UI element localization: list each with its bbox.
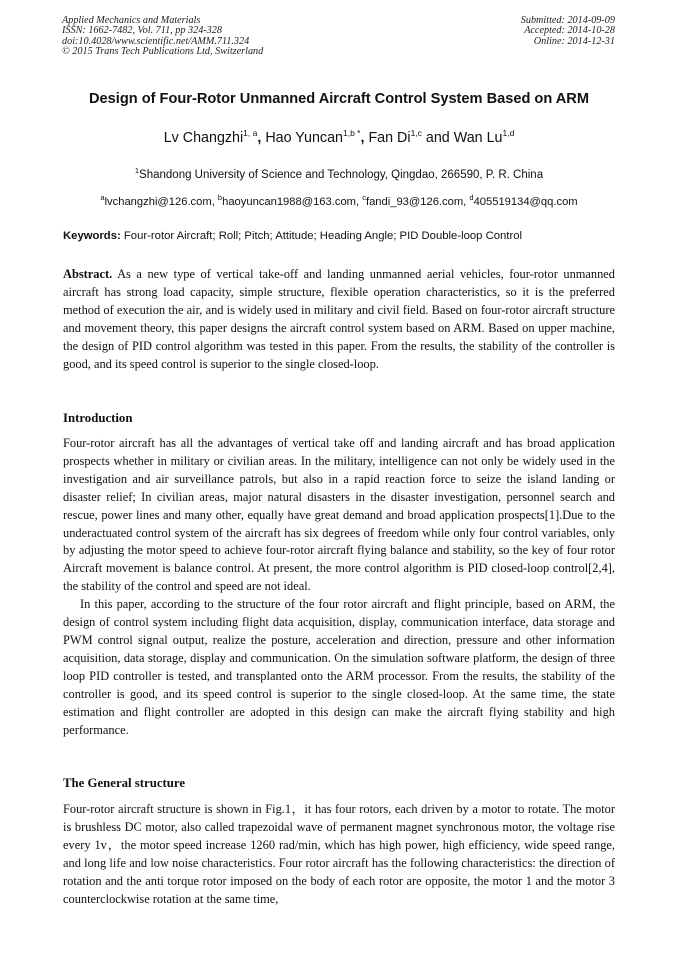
introduction-paragraph: In this paper, according to the structure of the four rotor aircraft and flight principle, based on ARM, the design of control system including flight data acquisition, display, communication interface, data storage and PWM control signal output, realize the posture, acceleration and direction, pressure and other information acquisition, data storage, display and communication. On the simulation software platform, the design of three loop PID controller is tested, and transplanted onto the ARM processor. From the results, the stability of the controller is good, and its speed control is superior to the single closed-loop. At the same time, the state estimation and flight controller are adopted in this design can make the aircraft flying stability and high performance. — [63, 597, 615, 737]
author-superscript: 1,d — [502, 128, 515, 138]
general-structure-paragraph: Four-rotor aircraft structure is shown in Fig.1，it has four rotors, each driven by a motor to rotate. The motor is brushless DC motor, also called trapezoidal wave of permanent magnet synchronous motor, the voltage rise every 1v，the motor speed increase 1260 rad/min, which has high power, high efficiency, wide speed range, and long life and low noise characteristics. Four rotor aircraft has the following characteristics: the direction of rotation and the anti torque rotor imposed on the body of each rotor are opposite, the motor 1 and the motor 3 counterclockwise rotation at the same time, — [63, 802, 615, 906]
abstract-text: As a new type of vertical take-off and landing unmanned aerial vehicles, four-rotor unmanned aircraft has strong load capacity, simple structure, flexible operation characteristics, so it is the preferred method of execution the air, and is widely used in military and civil field. Based on four-rotor aircraft structure and movement theory, this paper designs the aircraft control system based on ARM. Based on upper machine, the design of PID control algorithm was tested in this paper. From the results, the stability of the controller is good, and its speed control is superior to the single closed-loop. — [63, 267, 615, 371]
keywords-text: Four-rotor Aircraft; Roll; Pitch; Attitude; Heading Angle; PID Double-loop Control — [123, 230, 522, 242]
accepted-date: Accepted: 2014-10-28 — [524, 25, 615, 37]
email-superscript: a — [100, 193, 105, 202]
keywords — [63, 230, 522, 242]
author-name: Fan Di — [368, 130, 411, 146]
email-superscript: b — [217, 193, 223, 202]
copyright-line: © 2015 Trans Tech Publications Ltd, Switzerland — [62, 46, 264, 58]
author-emails: $^a$lvchangzhi@126.com, $^b$haoyuncan1988@163.com, $^c$fandi_93@126.com, $^d$405519134@qq.com — [100, 193, 578, 208]
affiliation — [0, 166, 678, 181]
author-separator: , — [257, 130, 262, 146]
affiliation-text: Shandong University of Science and Technology, Qingdao, 266590, P. R. China — [139, 169, 544, 181]
author-superscript: 1, a — [243, 128, 258, 138]
section-heading-introduction: Introduction — [63, 411, 133, 425]
issn-line: ISSN: 1662-7482, Vol. 711, pp 324-328 — [62, 25, 222, 37]
author-separator: and — [425, 130, 450, 146]
author-superscript: 1,b * — [342, 128, 361, 138]
abstract — [63, 266, 615, 373]
journal-header-left — [62, 16, 263, 58]
author-superscript: 1,c — [410, 128, 422, 138]
general-structure-body — [63, 801, 615, 908]
email-link[interactable]: fandi_93@126.com — [365, 196, 464, 208]
submitted-date: Submitted: 2014-09-09 — [520, 15, 615, 26]
affiliation-superscript: 1 — [134, 166, 140, 175]
author-list — [0, 128, 678, 146]
author-name: Hao Yuncan — [265, 130, 343, 146]
journal-name: Applied Mechanics and Materials — [62, 15, 201, 26]
introduction-paragraph: Four-rotor aircraft has all the advantages of vertical take off and landing aircraft and has broad application prospects whether in military or civilian areas. In the military, intelligence can not only be widely used in the investigation and air surveillance patrols, but also in a rapid reaction force to seize the island landing or disaster relief; In civilian areas, major natural disasters in the disaster investigation, personnel search and rescue, power lines and many other, equally have great demand and broad application prospects[1].Due to the underactuated control system of the aircraft has six degrees of freedom while only four control variables, only by adjusting the motor speed to achieve four-rotor aircraft flying balance and stability, so the key of four rotor Aircraft movement is balance control. At present, the more control algorithm is PID closed-loop control[2,4], the stability of the control and speed are not ideal. — [63, 436, 615, 594]
abstract-label: Abstract. — [63, 267, 113, 281]
author-name: Lv Changzhi — [163, 130, 244, 146]
keywords-label: Keywords: — [63, 230, 121, 242]
email-link[interactable]: haoyuncan1988@163.com — [222, 196, 356, 208]
email-superscript: d — [469, 193, 474, 202]
author-name: Wan Lu — [453, 130, 503, 146]
author-separator: , — [360, 130, 365, 146]
online-date: Online: 2014-12-31 — [533, 35, 615, 47]
introduction-body — [63, 435, 615, 739]
email-link[interactable]: 405519134@qq.com — [473, 196, 578, 208]
email-superscript: c — [362, 193, 366, 202]
section-heading-general-structure: The General structure — [63, 776, 186, 790]
email-link[interactable]: lvchangzhi@126.com — [104, 196, 212, 208]
doi-line: doi:10.4028/www.scientific.net/AMM.711.324 — [62, 35, 250, 47]
journal-header-right — [521, 16, 615, 47]
paper-title: Design of Four-Rotor Unmanned Aircraft Control System Based on ARM — [89, 91, 589, 107]
